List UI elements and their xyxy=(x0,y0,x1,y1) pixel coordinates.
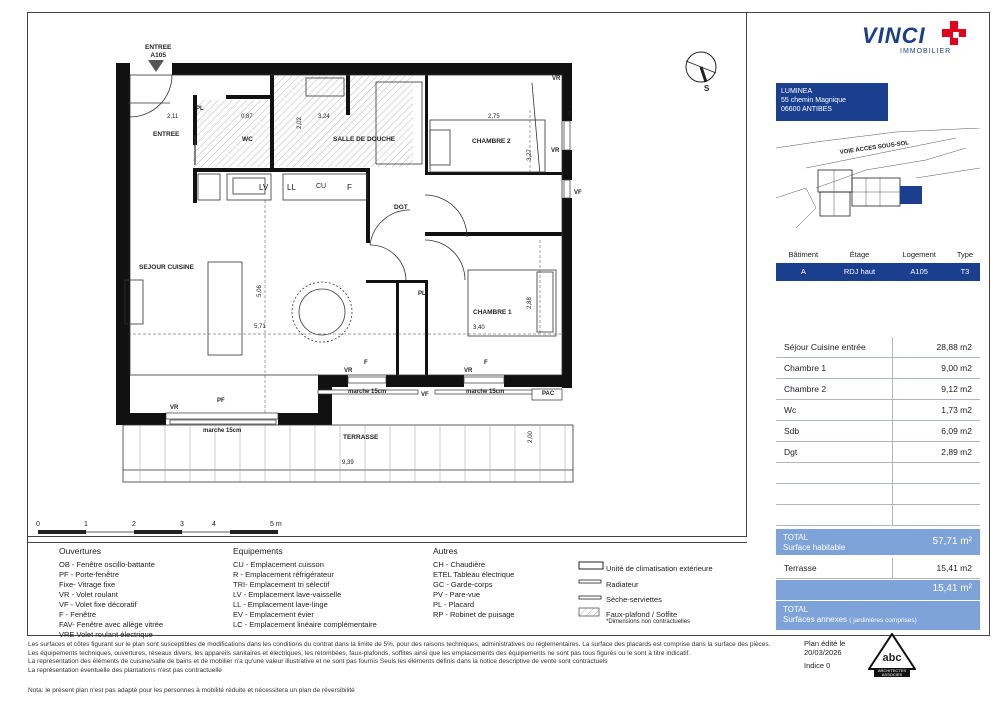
terrasse-value: 15,41 m2 xyxy=(892,558,980,578)
dim-211: 2,11 xyxy=(167,114,179,120)
surface-name: Sdb xyxy=(784,426,800,436)
fixture-ll: LL xyxy=(287,183,296,192)
room-sejour: SEJOUR CUISINE xyxy=(139,264,194,271)
abc-line3: ASSOCIES xyxy=(881,672,903,677)
legend-item: LC - Emplacement linéaire complémentaire xyxy=(233,620,377,629)
info-value-etage: RDJ haut xyxy=(831,263,889,280)
total-habitable-label1: TOTAL xyxy=(783,533,809,542)
total-habitable-value: 57,71 m² xyxy=(932,536,972,547)
legend-item: VF - Volet fixe décoratif xyxy=(59,600,137,609)
wc-hatch xyxy=(193,100,273,167)
abc-sub xyxy=(868,669,916,677)
legend-autres xyxy=(433,560,515,620)
fixture-lv: LV xyxy=(259,183,269,192)
vinci-logo xyxy=(862,23,952,55)
legend-item: PV - Pare-vue xyxy=(433,590,481,599)
total-annexes-label3: ( jardinières comprises) xyxy=(849,617,917,624)
info-header-batiment: Bâtiment xyxy=(776,246,831,263)
address-block xyxy=(776,83,888,121)
apartment-highlight xyxy=(900,186,922,204)
info-table xyxy=(776,246,980,281)
legend-item: VRE Volet roulant électrique xyxy=(59,630,153,639)
surface-value: 9,12 m2 xyxy=(892,379,980,399)
fixture-pl2: PL xyxy=(418,291,426,297)
dim-200: 2,00 xyxy=(527,431,534,443)
legend-symbols-icons xyxy=(578,560,606,620)
terrasse-row xyxy=(776,558,980,579)
dim-324: 3,24 xyxy=(318,114,330,120)
faux-plafond-icon xyxy=(579,608,599,616)
legend-equipements-title: Equipements xyxy=(233,546,283,556)
surface-value: 28,88 m2 xyxy=(892,337,980,357)
legend-ouvertures-title: Ouvertures xyxy=(59,546,102,556)
terrasse-table xyxy=(776,558,980,579)
entry-label-1: ENTREE xyxy=(145,44,172,51)
scale-4: 4 xyxy=(212,521,216,528)
room-dgt: DGT xyxy=(394,204,408,211)
legend-item: RP - Robinet de puisage xyxy=(433,610,515,619)
entry-label-2: A105 xyxy=(150,52,166,59)
edition-line2: 20/03/2026 xyxy=(804,648,842,657)
surface-row xyxy=(776,358,980,379)
legend-autres-title: Autres xyxy=(433,546,458,556)
address-line2: 55 chemin Magnique xyxy=(781,97,846,104)
edition-info xyxy=(804,639,845,670)
edition-line3: Indice 0 xyxy=(804,661,831,670)
room-ch2: CHAMBRE 2 xyxy=(472,138,511,145)
surface-name: Chambre 1 xyxy=(784,363,827,373)
dim-087: 0,87 xyxy=(241,114,253,120)
legend-item: CH - Chaudière xyxy=(433,560,486,569)
legend-item: Faux-plafond / Soffite xyxy=(606,610,678,619)
notes xyxy=(28,641,770,675)
site-map xyxy=(776,128,980,228)
legend-equipements xyxy=(233,560,377,630)
legend-item: ETEL Tableau électrique xyxy=(433,570,515,579)
surface-row xyxy=(776,421,980,442)
legend-item: VR - Volet roulant xyxy=(59,590,118,599)
fixture-cu: CU xyxy=(316,183,327,190)
vinci-word: VINCI xyxy=(862,23,926,48)
fixture-vr4: VR xyxy=(551,148,560,154)
marche-2: marche 15cm xyxy=(466,389,505,395)
total-annexes-value: 15,41 m² xyxy=(932,583,972,594)
note-line: La représentation des éléments de cuisine/salle de bains et de mobilier n'a qu'une valeur illustrative et ne sont pas fournis Seuls les éléments définis dans la notice descriptive de vente sont contractuels xyxy=(28,658,608,665)
abc-line2: ARCHITECTES xyxy=(877,668,907,673)
address-line1: LUMINEA xyxy=(781,88,813,95)
surface-value: 1,73 m2 xyxy=(892,400,980,420)
legend-symbols xyxy=(606,561,713,626)
legend-item: Sèche-serviettes xyxy=(606,595,662,604)
legend-item: TRI- Emplacement tri sélectif xyxy=(233,580,330,589)
scale-bar xyxy=(38,530,278,534)
room-entree: ENTREE xyxy=(153,131,180,138)
note-line: Les équipements techniques, ouvertures, réseaux divers, les appareils sanitaires et électriques, les retombées, faux-plafonds, soffites ainsi que les emplacements des équipements ne sont pas tous figurés ou le sont à titre indicatif. xyxy=(28,649,691,657)
info-value-batiment: A xyxy=(776,263,831,280)
room-terrasse: TERRASSE xyxy=(343,434,379,441)
marche-3: marche 15cm xyxy=(203,428,242,434)
total-annexes xyxy=(776,580,980,630)
surface-row-empty xyxy=(776,463,980,484)
info-value-logement: A105 xyxy=(888,263,950,280)
legend-item: Fixe- Vitrage fixe xyxy=(59,580,116,589)
legend-item: GC - Garde-corps xyxy=(433,580,493,589)
scale-1: 1 xyxy=(84,521,88,528)
sdb-hatch xyxy=(273,76,413,167)
total-annexes-label2: Surfaces annexes xyxy=(783,615,848,624)
fixture-f2: F xyxy=(364,360,368,366)
fixture-vr2: VR xyxy=(464,368,473,374)
legend-item: EV - Emplacement évier xyxy=(233,610,314,619)
dim-275: 2,75 xyxy=(488,114,500,120)
surface-row-empty xyxy=(776,505,980,526)
surface-name: Wc xyxy=(784,405,797,415)
fixture-vr3: VR xyxy=(170,405,179,411)
scale-2: 2 xyxy=(132,521,136,528)
fixture-vf2: VF xyxy=(421,392,429,398)
dim-288: 2,88 xyxy=(526,297,533,309)
legend-item: F - Fenêtre xyxy=(59,610,97,619)
room-sdb: SALLE DE DOUCHE xyxy=(333,136,396,143)
fixture-pac: PAC xyxy=(542,391,555,397)
dim-327: 3,27 xyxy=(526,149,533,161)
surface-row-empty xyxy=(776,484,980,505)
info-header-logement: Logement xyxy=(888,246,950,263)
surface-row xyxy=(776,379,980,400)
legend-item: FAV- Fenêtre avec allège vitrée xyxy=(59,620,164,629)
surface-row xyxy=(776,337,980,358)
vinci-sub: IMMOBILIER xyxy=(900,48,952,55)
total-habitable xyxy=(776,529,980,555)
abc-word: abc xyxy=(882,652,902,664)
surface-value: 2,89 m2 xyxy=(892,442,980,462)
edition-line1: Plan édité le xyxy=(804,639,846,648)
surface-name: Séjour Cuisine entrée xyxy=(784,342,866,352)
compass-icon xyxy=(686,52,716,82)
info-value-type: T3 xyxy=(950,263,980,280)
legend-item: CU - Emplacement cuisson xyxy=(233,560,324,569)
total-habitable-label2: Surface habitable xyxy=(783,543,846,552)
dim-340: 3,40 xyxy=(473,325,485,331)
legend-item: PL - Placard xyxy=(433,600,474,609)
legend-item: PF - Porte-fenêtre xyxy=(59,570,120,579)
fixture-f3: F xyxy=(484,360,488,366)
abc-logo xyxy=(868,633,916,677)
dim-202: 2,02 xyxy=(296,117,303,129)
compass-label: S xyxy=(704,84,710,93)
legend-item: R - Emplacement réfrigérateur xyxy=(233,570,334,579)
scale-0: 0 xyxy=(36,521,40,528)
total-annexes-label1: TOTAL xyxy=(783,605,809,614)
address-line3: 06600 ANTIBES xyxy=(781,106,832,113)
scale-3: 3 xyxy=(180,521,184,528)
surface-value: 6,09 m2 xyxy=(892,421,980,441)
note-line: La représentation éventuelle des plantations n'est pas contractuelle xyxy=(28,666,222,674)
info-header-etage: Étage xyxy=(831,246,889,263)
room-ch1: CHAMBRE 1 xyxy=(473,309,512,316)
marche-1: marche 15cm xyxy=(348,389,387,395)
fixture-pf: PF xyxy=(217,398,225,404)
surface-name: Dgt xyxy=(784,447,798,457)
terrasse-name: Terrasse xyxy=(784,563,817,573)
fixture-vr1: VR xyxy=(344,368,353,374)
fixture-vr5: VR xyxy=(552,76,561,82)
dim-939: 9,39 xyxy=(342,460,354,466)
site-road-label: VOIE ACCES SOUS-SOL xyxy=(839,140,910,156)
surfaces-table xyxy=(776,337,980,526)
legend-note: *Dimensions non contractuelles xyxy=(606,619,691,625)
room-wc: WC xyxy=(242,136,253,143)
legend-item: LV - Emplacement lave-vaisselle xyxy=(233,590,342,599)
footnote: Nota: le présent plan n'est pas adapté pour les personnes à mobilité réduite et nécessitera un plan de réversibilité xyxy=(28,687,355,694)
entry-label xyxy=(145,44,171,60)
clim-unit-icon xyxy=(579,562,603,569)
dim-506: 5,06 xyxy=(256,285,263,297)
legend-item: Radiateur xyxy=(606,580,639,589)
scale-5: 5 m xyxy=(270,521,282,528)
dim-571: 5,71 xyxy=(254,324,266,330)
towel-dryer-icon xyxy=(579,596,601,599)
legend-ouvertures xyxy=(59,560,163,640)
surface-name: Chambre 2 xyxy=(784,384,827,394)
fixture-vf1: VF xyxy=(574,190,582,196)
surface-value: 9,00 m2 xyxy=(892,358,980,378)
legend-item: Unité de climatisation extérieure xyxy=(606,564,713,573)
radiator-icon xyxy=(579,580,601,583)
legend-item: LL - Emplacement lave-linge xyxy=(233,600,328,609)
fixture-f1: F xyxy=(347,183,352,192)
surface-row xyxy=(776,400,980,421)
fixture-fr: F xyxy=(568,112,572,118)
info-header-type: Type xyxy=(950,246,980,263)
entry-arrow-icon xyxy=(148,60,164,72)
legend-item: OB - Fenêtre oscillo-battante xyxy=(59,560,155,569)
surface-row xyxy=(776,442,980,463)
fixture-pl1: PL xyxy=(196,106,204,112)
note-line: Les surfaces et côtes figurant sur le plan sont susceptibles de modifications dans les conditions du contrat dans la limite de 5%, pour des raisons techniques, administratives ou réglementaires. La surface des placards est comprise dans la surface des pièces. xyxy=(28,641,771,648)
vinci-cross-icon xyxy=(942,21,966,45)
